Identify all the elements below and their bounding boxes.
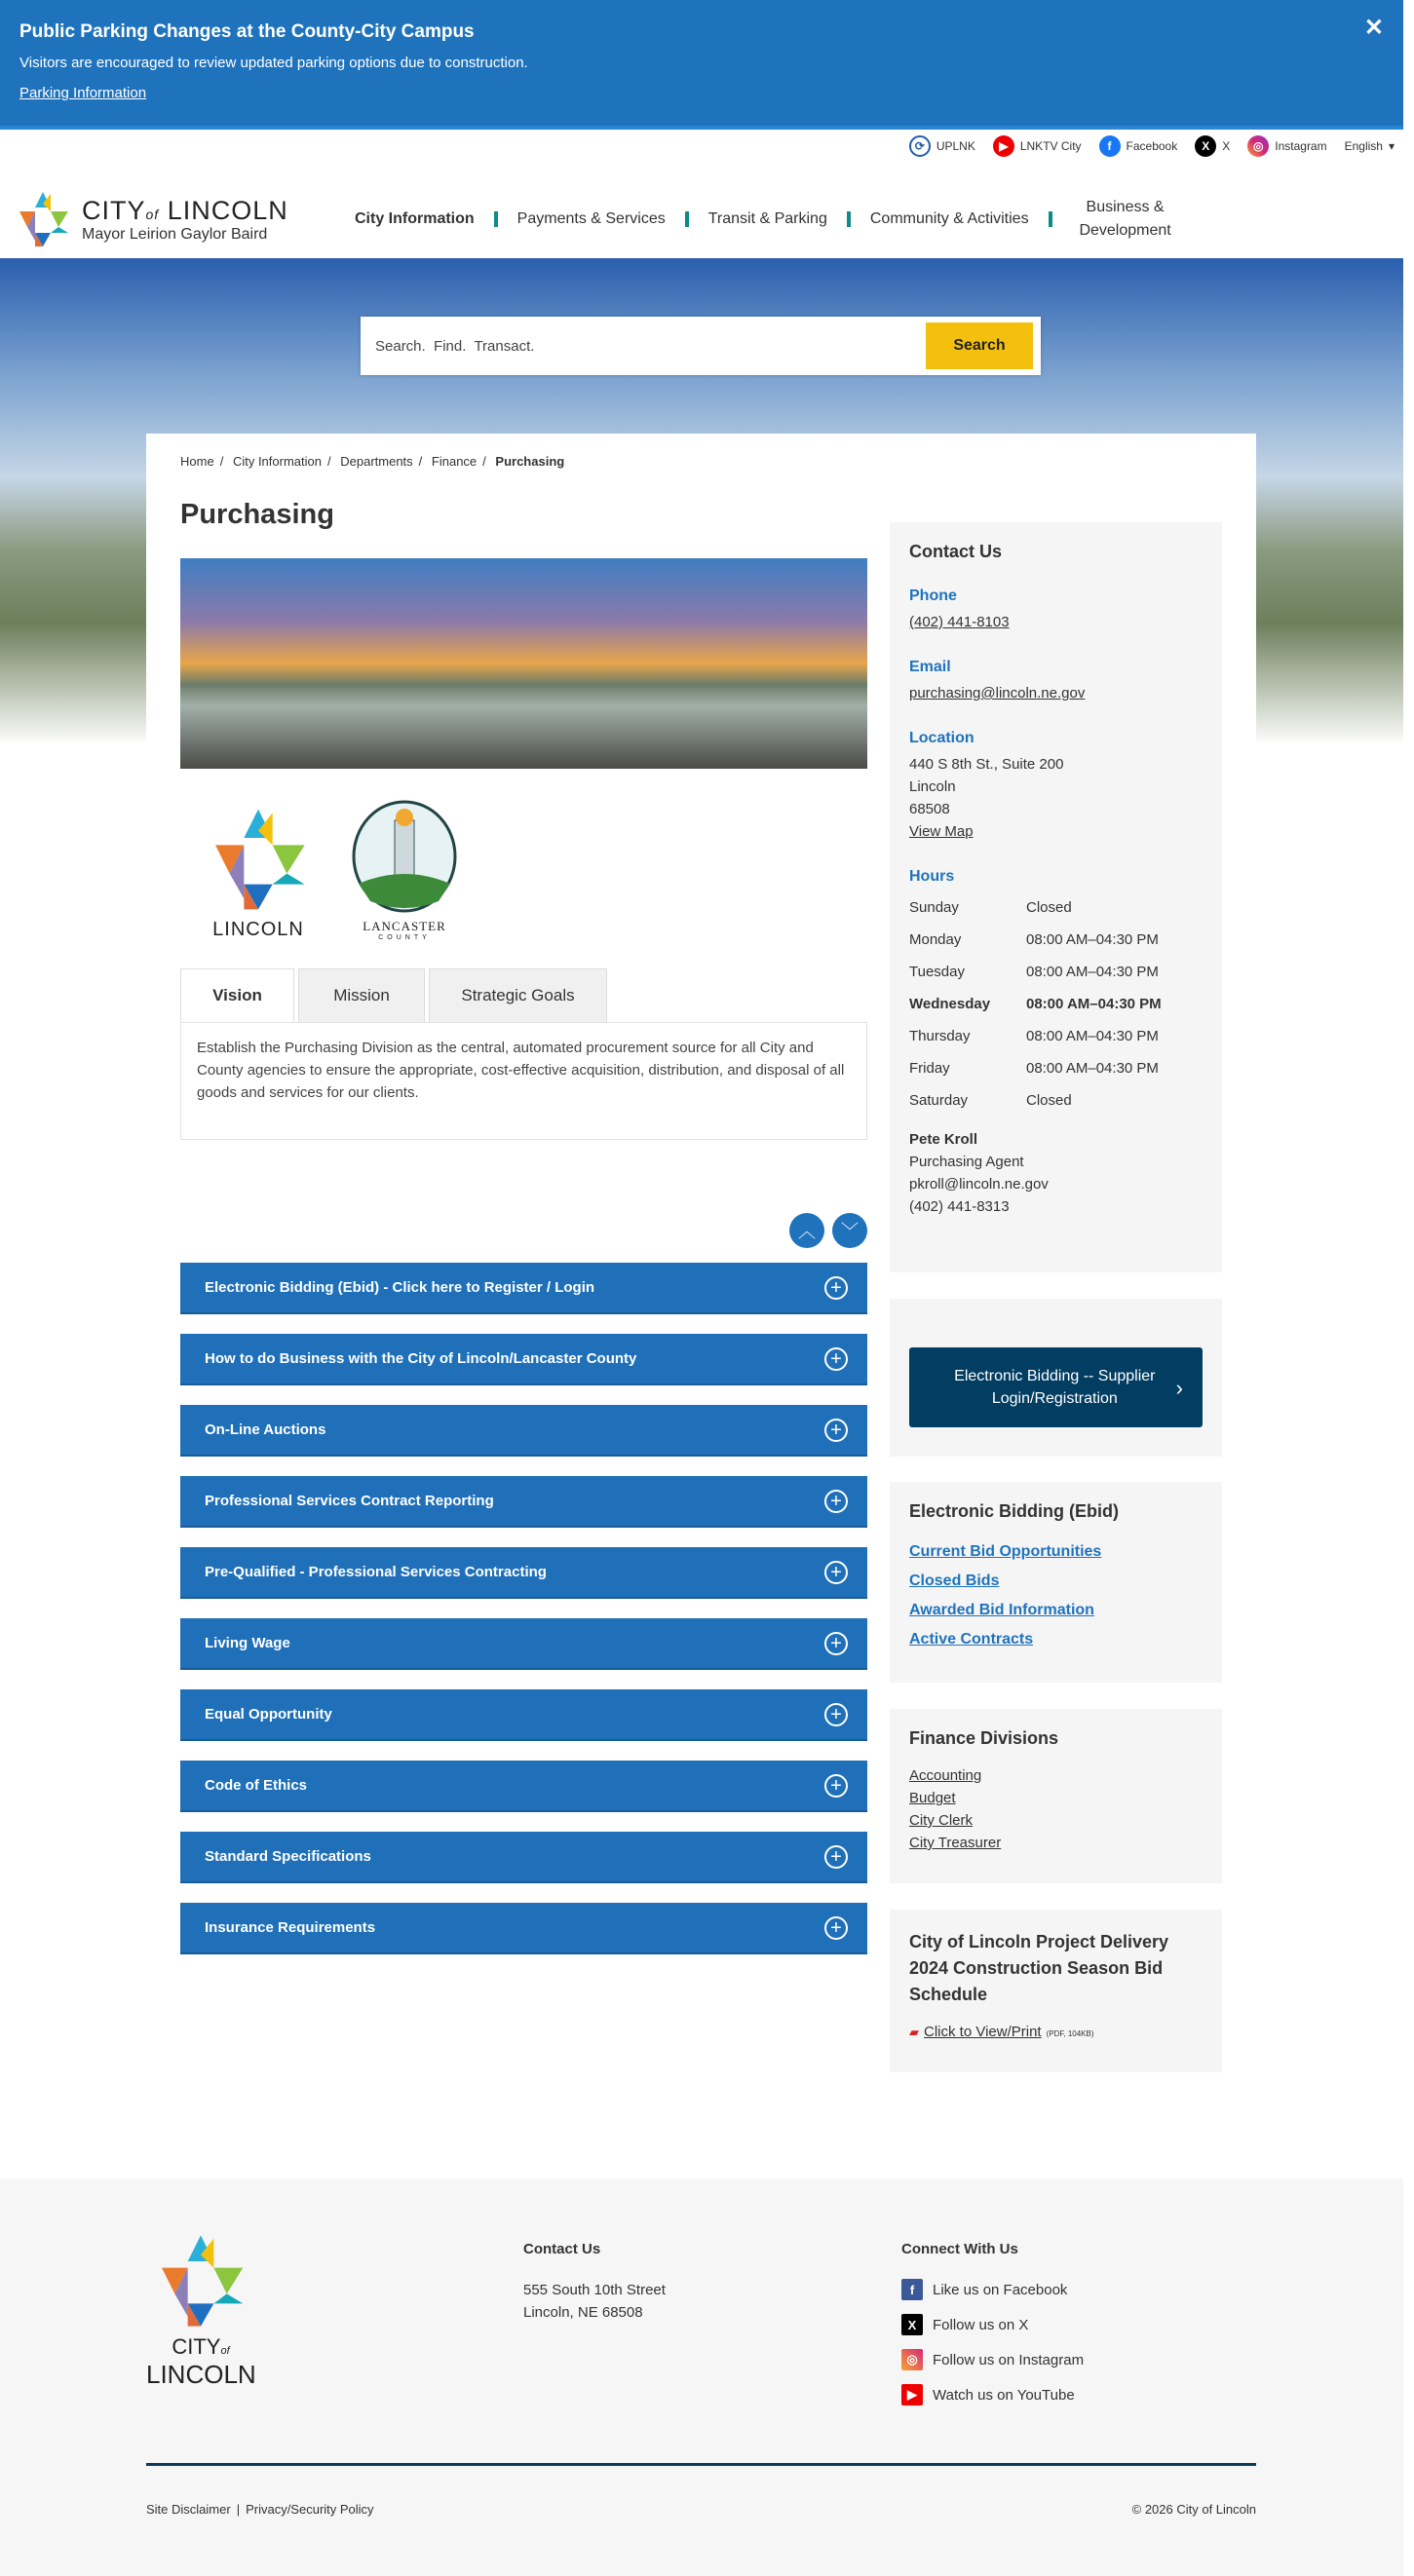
email-link[interactable]: purchasing@lincoln.ne.gov	[909, 685, 1086, 701]
hours-row: Sunday Closed	[909, 899, 1072, 916]
footer	[0, 2178, 1403, 2576]
instagram-icon: ◎	[1247, 135, 1269, 157]
nav-city-information[interactable]: City Information	[335, 211, 498, 227]
accordion-controls	[789, 1213, 867, 1248]
privacy-policy-link[interactable]: Privacy/Security Policy	[246, 2502, 374, 2517]
instagram-label: Instagram	[1275, 139, 1327, 153]
plus-circle-icon: +	[824, 1916, 848, 1940]
nav-transit-parking[interactable]: Transit & Parking	[689, 211, 851, 227]
nav-payments-services[interactable]: Payments & Services	[498, 211, 689, 227]
site-disclaimer-link[interactable]: Site Disclaimer	[146, 2502, 231, 2517]
hours-row: Tuesday 08:00 AM–04:30 PM	[909, 964, 1159, 980]
footer-contact-title: Contact Us	[523, 2241, 601, 2257]
logo-mayor: Mayor Leirion Gaylor Baird	[82, 225, 268, 243]
nav-business-development[interactable]: Business & Development	[1079, 199, 1171, 239]
address-line: 440 S 8th St., Suite 200	[909, 756, 1064, 773]
location-label: Location	[909, 730, 975, 746]
closed-bids-link[interactable]: Closed Bids	[909, 1572, 1000, 1589]
plus-circle-icon: +	[824, 1845, 848, 1869]
phone-label: Phone	[909, 587, 957, 604]
instagram-icon: ◎	[901, 2349, 923, 2370]
finance-title: Finance Divisions	[909, 1728, 1059, 1748]
facebook-label: Facebook	[1126, 139, 1178, 153]
plus-circle-icon: +	[824, 1774, 848, 1798]
accordion-item[interactable]	[180, 1547, 867, 1599]
accordion-item[interactable]	[180, 1761, 867, 1812]
main-nav	[335, 196, 1403, 243]
tab-list	[180, 968, 607, 1023]
city-clerk-link[interactable]: City Clerk	[909, 1812, 974, 1829]
chevron-right-icon: ›	[1175, 1375, 1183, 1400]
breadcrumb-sep: /	[418, 454, 423, 469]
uplnk-icon: ⟳	[909, 135, 931, 157]
county-seal-icon	[351, 796, 458, 913]
x-label: Follow us on X	[933, 2316, 1029, 2333]
file-meta: (PDF, 104KB)	[1046, 2029, 1094, 2038]
facebook-label: Like us on Facebook	[933, 2281, 1068, 2298]
language-select[interactable]	[1345, 139, 1395, 153]
lincoln-logo	[205, 806, 312, 941]
breadcrumb-sep: /	[482, 454, 486, 469]
close-icon[interactable]: ✕	[1363, 15, 1384, 41]
footer-logo[interactable]	[146, 2232, 255, 2390]
breadcrumb-city-information[interactable]: City Information	[232, 454, 322, 469]
hours-row: Thursday 08:00 AM–04:30 PM	[909, 1028, 1159, 1044]
finance-divisions-panel	[890, 1709, 1222, 1883]
breadcrumb	[180, 454, 570, 469]
ebid-button-panel	[890, 1299, 1222, 1457]
uplnk-link[interactable]	[909, 135, 975, 157]
site-header	[0, 180, 1403, 258]
star-logo-icon	[14, 190, 72, 248]
utility-bar	[909, 133, 1395, 160]
accordion-title: Equal Opportunity	[205, 1706, 332, 1723]
breadcrumb-current: Purchasing	[495, 454, 565, 469]
page-title: Purchasing	[180, 499, 334, 530]
language-label: English	[1344, 139, 1383, 153]
ebid-title: Electronic Bidding (Ebid)	[909, 1501, 1119, 1521]
nav-community-activities[interactable]: Community & Activities	[851, 211, 1052, 227]
lnktv-link[interactable]	[993, 135, 1082, 157]
instagram-link[interactable]	[1247, 135, 1326, 157]
breadcrumb-sep: /	[326, 454, 331, 469]
footer-divider	[146, 2463, 1256, 2466]
plus-circle-icon: +	[824, 1703, 848, 1726]
parking-information-link[interactable]: Parking Information	[19, 85, 147, 101]
uplnk-label: UPLNK	[936, 139, 975, 153]
view-map-link[interactable]: View Map	[909, 823, 974, 840]
plus-circle-icon: +	[824, 1490, 848, 1513]
accordion-item[interactable]	[180, 1263, 867, 1314]
budget-link[interactable]: Budget	[909, 1790, 956, 1806]
facebook-link[interactable]	[1099, 135, 1178, 157]
accordion	[180, 1263, 867, 1974]
footer-logo-lincoln: LINCOLN	[146, 2360, 256, 2389]
lincoln-logo-text: LINCOLN	[212, 919, 304, 940]
search-input[interactable]	[375, 338, 926, 355]
banner-title: Public Parking Changes at the County-City Campus	[19, 21, 475, 42]
x-icon: X	[1195, 135, 1216, 157]
tab-panel: Establish the Purchasing Division as the central, automated procurement source for all City and County agencies to ensure the appropriate, cost-effective acquisition, distribution, and disposal of all goods and services for our clients.	[180, 1022, 867, 1140]
footer-youtube-link[interactable]	[901, 2384, 1084, 2406]
breadcrumb-departments[interactable]: Departments	[340, 454, 413, 469]
footer-instagram-link[interactable]	[901, 2349, 1084, 2370]
accordion-item[interactable]	[180, 1334, 867, 1385]
hours-row-today: Wednesday 08:00 AM–04:30 PM	[909, 996, 1162, 1012]
tab-mission[interactable]: Mission	[298, 968, 425, 1023]
accordion-item[interactable]	[180, 1689, 867, 1741]
plus-circle-icon: +	[824, 1347, 848, 1371]
lincoln-skyline-photo	[180, 558, 867, 769]
address-zip: 68508	[909, 801, 950, 817]
contact-person-phone: (402) 441-8313	[909, 1198, 1010, 1215]
ebid-button-label: Electronic Bidding -- Supplier Login/Registration	[954, 1368, 1156, 1407]
lancaster-county-seal	[351, 796, 458, 941]
youtube-label: Watch us on YouTube	[933, 2386, 1075, 2404]
caret-down-icon: ▾	[1388, 139, 1395, 153]
facebook-icon: f	[901, 2279, 923, 2300]
county-text: COUNTY	[378, 934, 431, 941]
youtube-icon: ▶	[901, 2384, 923, 2406]
x-icon: X	[901, 2314, 923, 2335]
view-print-link[interactable]: Click to View/Print	[924, 2024, 1042, 2040]
logo-title: CITYof LINCOLN	[82, 195, 288, 225]
facebook-icon: f	[1099, 135, 1121, 157]
accordion-title: On-Line Auctions	[205, 1421, 326, 1438]
awarded-bids-link[interactable]: Awarded Bid Information	[909, 1602, 1094, 1618]
breadcrumb-finance[interactable]: Finance	[431, 454, 478, 469]
accordion-title: Insurance Requirements	[205, 1919, 376, 1936]
expand-all-chevron-down-icon[interactable]: ﹀	[832, 1213, 867, 1248]
x-label: X	[1222, 139, 1231, 153]
accordion-item[interactable]	[180, 1903, 867, 1954]
accordion-title: Pre-Qualified - Professional Services Contracting	[205, 1564, 547, 1580]
plus-circle-icon: +	[824, 1632, 848, 1655]
city-treasurer-link[interactable]: City Treasurer	[909, 1835, 1002, 1851]
email-label: Email	[909, 659, 951, 675]
footer-separator: |	[236, 2502, 241, 2517]
footer-logo-city: CITYof	[172, 2334, 230, 2359]
accordion-item[interactable]	[180, 1832, 867, 1883]
address-city: Lincoln	[909, 778, 956, 795]
city-logo[interactable]	[14, 190, 335, 248]
accordion-title: Electronic Bidding (Ebid) - Click here to Register / Login	[205, 1279, 595, 1296]
contact-us-panel	[890, 522, 1222, 1272]
hours-row: Saturday Closed	[909, 1092, 1072, 1109]
project-title: City of Lincoln Project Delivery 2024 Construction Season Bid Schedule	[909, 1932, 1169, 2004]
plus-circle-icon: +	[824, 1561, 848, 1584]
alert-banner	[0, 0, 1403, 130]
footer-address-2: Lincoln, NE 68508	[523, 2304, 643, 2321]
hours-label: Hours	[909, 868, 955, 885]
contact-title: Contact Us	[909, 542, 1003, 561]
hours-row: Monday 08:00 AM–04:30 PM	[909, 931, 1159, 948]
tab-vision[interactable]: Vision	[180, 968, 294, 1023]
lincoln-star-icon	[205, 806, 312, 913]
breadcrumb-home[interactable]: Home	[180, 454, 214, 469]
footer-x-link[interactable]	[901, 2314, 1084, 2335]
accordion-title: Professional Services Contract Reporting	[205, 1493, 494, 1509]
accordion-item[interactable]	[180, 1618, 867, 1670]
project-delivery-panel	[890, 1910, 1222, 2072]
ebid-supplier-login-button[interactable]	[909, 1347, 1203, 1427]
footer-facebook-link[interactable]	[901, 2279, 1084, 2300]
active-contracts-link[interactable]: Active Contracts	[909, 1631, 1034, 1648]
footer-star-icon	[152, 2232, 249, 2330]
tab-strategic-goals[interactable]: Strategic Goals	[429, 968, 607, 1023]
contact-person-title: Purchasing Agent	[909, 1154, 1024, 1170]
x-link[interactable]	[1195, 135, 1230, 157]
ebid-panel	[890, 1482, 1222, 1683]
accordion-title: How to do Business with the City of Lincoln/Lancaster County	[205, 1350, 637, 1367]
accordion-item[interactable]	[180, 1476, 867, 1528]
plus-circle-icon: +	[824, 1276, 848, 1300]
accordion-title: Standard Specifications	[205, 1848, 371, 1865]
breadcrumb-sep: /	[219, 454, 224, 469]
footer-connect-title: Connect With Us	[901, 2241, 1018, 2257]
instagram-label: Follow us on Instagram	[933, 2351, 1085, 2368]
youtube-icon: ▶	[993, 135, 1014, 157]
banner-text: Visitors are encouraged to review updated parking options due to construction.	[19, 55, 528, 71]
contact-person-name: Pete Kroll	[909, 1131, 978, 1148]
footer-address-1: 555 South 10th Street	[523, 2282, 666, 2298]
search-button[interactable]: Search	[926, 322, 1033, 369]
accounting-link[interactable]: Accounting	[909, 1767, 982, 1784]
copyright: © 2026 City of Lincoln	[1131, 2502, 1256, 2517]
accordion-item[interactable]	[180, 1405, 867, 1457]
plus-circle-icon: +	[824, 1419, 848, 1442]
phone-link[interactable]: (402) 441-8103	[909, 614, 1010, 630]
pdf-icon: ▰	[909, 2025, 919, 2039]
current-bids-link[interactable]: Current Bid Opportunities	[909, 1543, 1102, 1560]
hours-row: Friday 08:00 AM–04:30 PM	[909, 1060, 1159, 1077]
partner-logos	[205, 796, 458, 941]
lnktv-label: LNKTV City	[1019, 139, 1082, 153]
collapse-all-chevron-up-icon[interactable]: ︿	[789, 1213, 824, 1248]
accordion-title: Code of Ethics	[205, 1777, 308, 1794]
contact-person-email: pkroll@lincoln.ne.gov	[909, 1176, 1049, 1193]
lancaster-text: LANCASTER	[363, 919, 446, 933]
accordion-title: Living Wage	[205, 1635, 290, 1651]
site-search	[361, 317, 1041, 375]
